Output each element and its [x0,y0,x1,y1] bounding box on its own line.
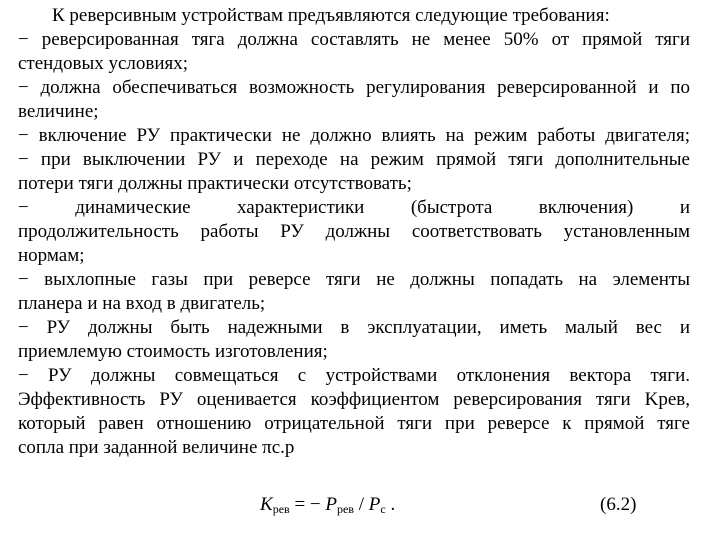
requirement-2-line-1: − должна обеспечиваться возможность регулирования реверсированной и по [18,77,690,98]
requirement-7-line-1: − РУ должны быть надежными в эксплуатации, иметь малый вес и [18,317,690,338]
efficiency-line-3: сопла при заданной величине πс.р [18,437,295,458]
efficiency-line-1: Эффективность РУ оценивается коэффициентом реверсирования тяги Kрев, [18,389,690,410]
paragraph-intro: К реверсивным устройствам предъявляются следующие требования: [52,5,610,26]
requirement-6-line-1: − выхлопные газы при реверсе тяги не должны попадать на элементы [18,269,690,290]
formula-p-rev: P [325,494,337,515]
formula-6-2 [260,494,395,517]
efficiency-line-2: который равен отношению отрицательной тяги при реверсе к прямой тяге [18,413,690,434]
formula-p-c-subscript: с [380,502,386,516]
formula-p-c: P [368,494,381,515]
requirement-5-line-3: нормам; [18,245,85,266]
requirement-5-line-1: − динамические характеристики (быстрота включения) и [18,197,690,218]
requirement-1-line-1: − реверсированная тяга должна составлять не менее 50% от прямой тяги [18,29,690,50]
equation-number: (6.2) [600,494,637,515]
requirement-2-line-2: величине; [18,101,99,122]
formula-p-rev-subscript: рев [336,502,354,516]
formula-equals: = − [289,494,326,515]
requirement-8: − РУ должны совмещаться с устройствами отклонения вектора тяги. [18,365,690,386]
requirement-3: − включение РУ практически не должно влиять на режим работы двигателя; [18,125,690,146]
requirement-5-line-2: продолжительность работы РУ должны соответствовать установленным [18,221,690,242]
formula-slash: / [353,494,369,515]
formula-k-subscript: рев [272,502,290,516]
requirement-7-line-2: приемлемую стоимость изготовления; [18,341,328,362]
requirement-6-line-2: планера и на вход в двигатель; [18,293,266,314]
formula-dot: . [385,494,396,515]
requirement-1-line-2: стендовых условиях; [18,53,189,74]
requirement-4-line-2: потери тяги должны практически отсутствовать; [18,173,412,194]
formula-k: K [260,494,273,515]
requirement-4-line-1: − при выключении РУ и переходе на режим прямой тяги дополнительные [18,149,690,170]
